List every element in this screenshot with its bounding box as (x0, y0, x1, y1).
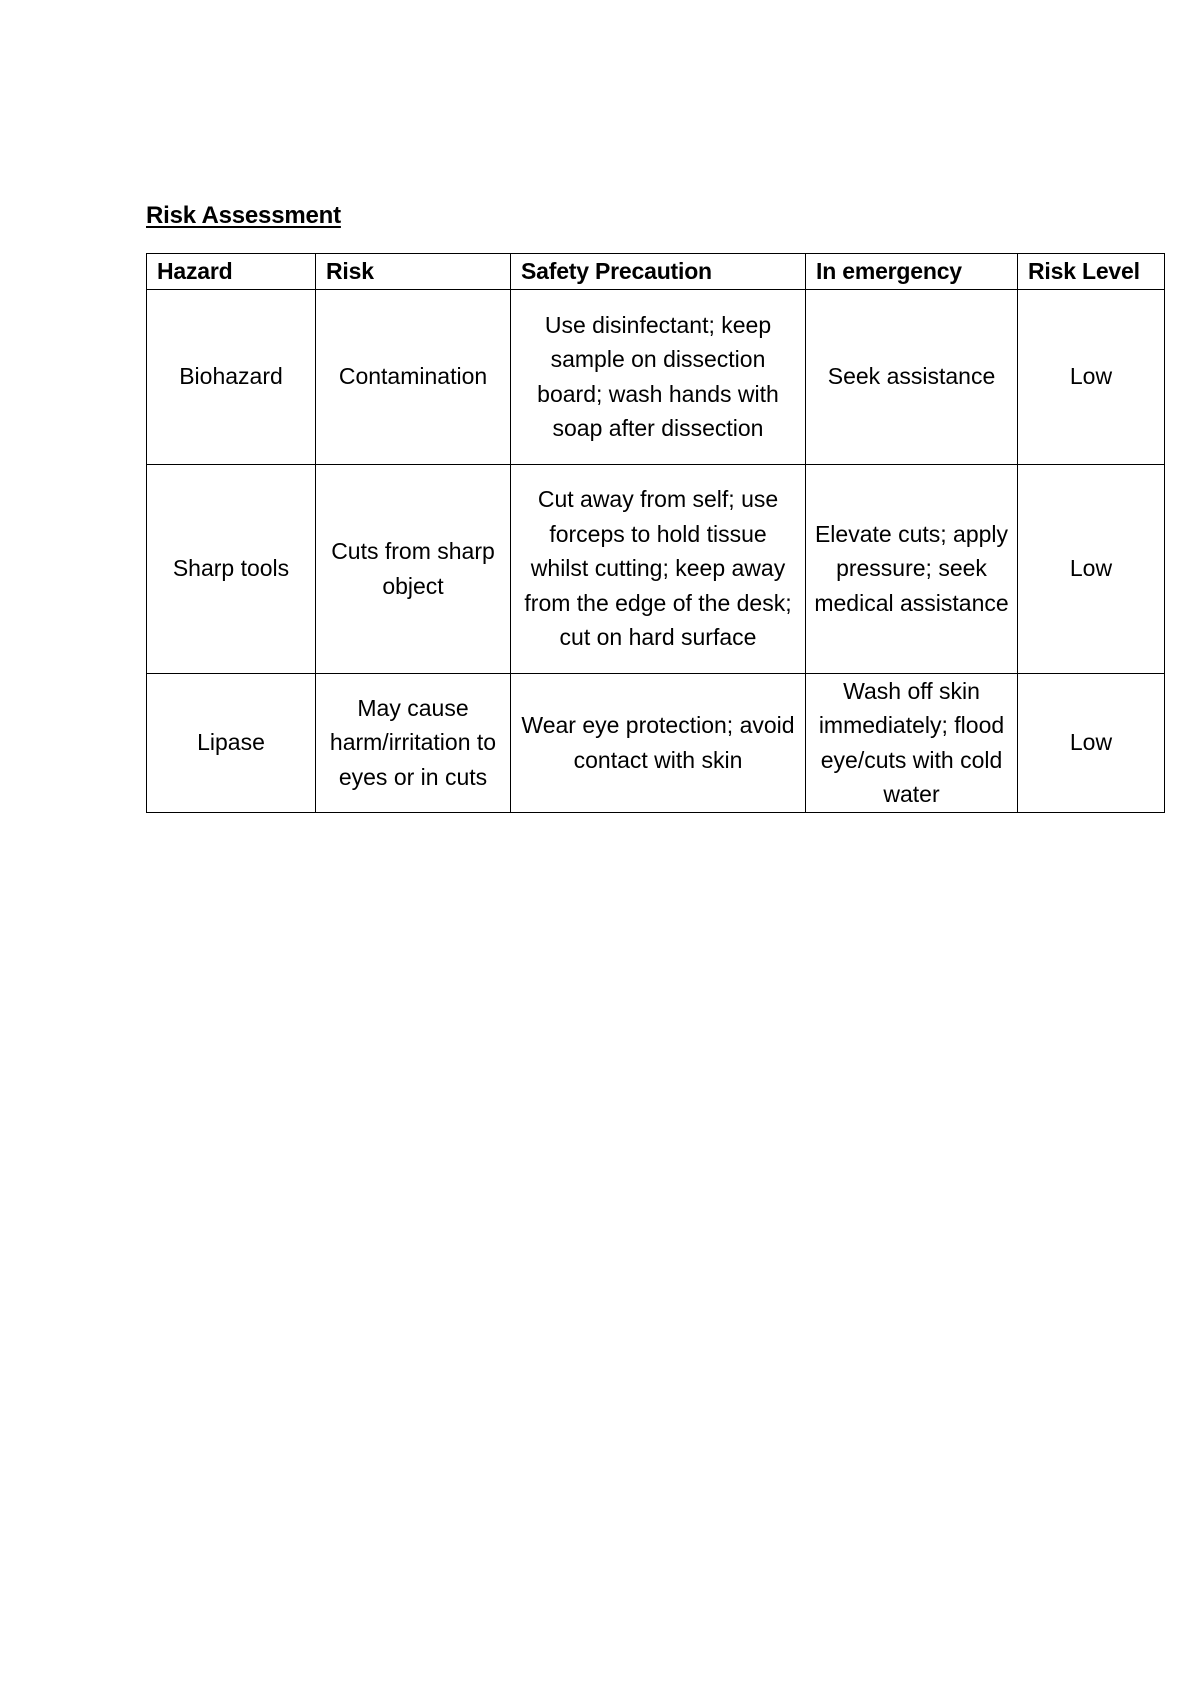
document-title: Risk Assessment (146, 202, 341, 229)
safety-precaution-cell: Use disinfectant; keep sample on dissection board; wash hands with soap after dissection (511, 289, 806, 464)
in-emergency-cell: Elevate cuts; apply pressure; seek medical assistance (806, 464, 1018, 673)
hazard-cell: Sharp tools (147, 464, 316, 673)
header-risk: Risk (316, 254, 511, 290)
risk-level-cell: Low (1018, 464, 1165, 673)
table-header-row (147, 254, 1165, 290)
header-hazard: Hazard (147, 254, 316, 290)
risk-level-cell: Low (1018, 673, 1165, 812)
header-safety-precaution: Safety Precaution (511, 254, 806, 290)
risk-assessment-table (146, 253, 1165, 813)
header-in-emergency: In emergency (806, 254, 1018, 290)
hazard-cell: Biohazard (147, 289, 316, 464)
safety-precaution-cell: Cut away from self; use forceps to hold tissue whilst cutting; keep away from the edge of the desk; cut on hard surface (511, 464, 806, 673)
hazard-cell: Lipase (147, 673, 316, 812)
in-emergency-cell: Seek assistance (806, 289, 1018, 464)
risk-cell: Contamination (316, 289, 511, 464)
risk-level-cell: Low (1018, 289, 1165, 464)
header-risk-level: Risk Level (1018, 254, 1165, 290)
table-row (147, 673, 1165, 812)
risk-cell: May cause harm/irritation to eyes or in cuts (316, 673, 511, 812)
table-row (147, 289, 1165, 464)
table-row (147, 464, 1165, 673)
in-emergency-cell: Wash off skin immediately; flood eye/cuts with cold water (806, 673, 1018, 812)
risk-cell: Cuts from sharp object (316, 464, 511, 673)
safety-precaution-cell: Wear eye protection; avoid contact with skin (511, 673, 806, 812)
